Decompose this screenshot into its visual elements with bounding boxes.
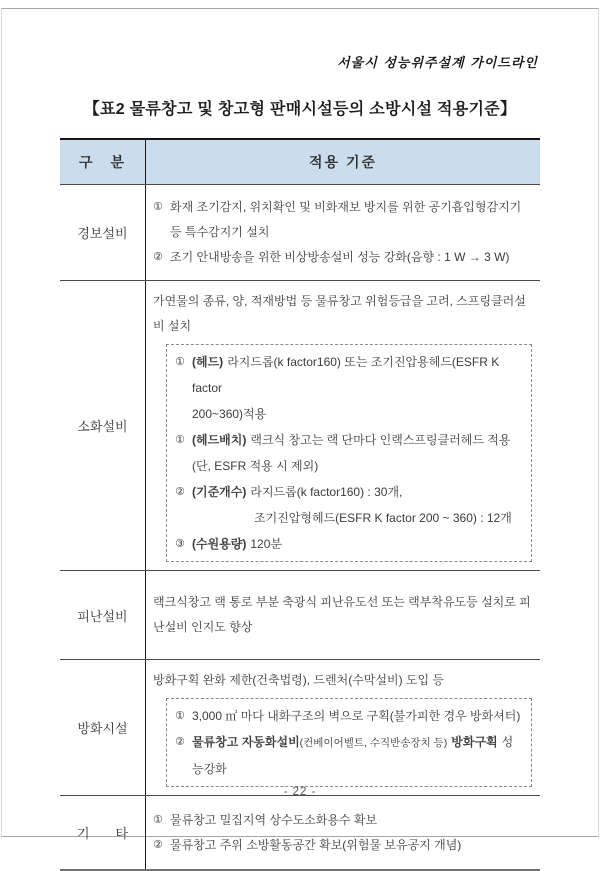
circled-number: ① bbox=[153, 201, 163, 213]
row-intro-text: 가연물의 종류, 양, 적재방법 등 물류창고 위험등급을 고려, 스프링클러설비 설치 bbox=[153, 294, 526, 333]
table-row-fireproof-facilities bbox=[60, 659, 540, 795]
list-item bbox=[153, 245, 534, 270]
item-continuation: 조기진압형헤드(ESFR K factor 200 ~ 360) : 12개 bbox=[254, 511, 512, 525]
circled-number: ③ bbox=[175, 538, 185, 550]
detail-box bbox=[166, 698, 532, 787]
circled-number: ② bbox=[153, 838, 163, 851]
list-item bbox=[153, 833, 534, 858]
page-number: - 22 - bbox=[283, 786, 317, 798]
row-text: 랙크식창고 랙 통로 부분 축광식 피난유도선 또는 랙부착유도등 설치로 피난설비 인지도 향상 bbox=[153, 595, 531, 634]
item-body: 성능강화 bbox=[192, 735, 514, 776]
row-intro-text: 방화구획 완화 제한(건축법령), 드렌처(수막설비) 도입 등 bbox=[153, 673, 445, 687]
table-row-extinguishing-facilities bbox=[60, 280, 540, 570]
row-label-alarm: 경보설비 bbox=[60, 185, 146, 280]
list-item bbox=[175, 531, 523, 557]
circled-number: ② bbox=[175, 486, 185, 498]
list-item bbox=[175, 427, 523, 479]
fire-safety-standards-table bbox=[60, 138, 540, 871]
item-small-segment: (컨베이어벨트, 수직반송장치 등) bbox=[299, 737, 448, 749]
item-text bbox=[192, 349, 523, 427]
list-item bbox=[153, 808, 534, 833]
item-body: 라지드롭(k factor160) 또는 조기진압용헤드(ESFR K factor bbox=[192, 355, 500, 395]
item-text: 3,000 ㎡ 마다 내화구조의 벽으로 구획(불가피한 경우 방화셔터) bbox=[192, 709, 521, 723]
circled-number: ① bbox=[175, 434, 185, 446]
circled-number: ① bbox=[175, 356, 185, 368]
item-text bbox=[192, 479, 523, 531]
table-header-row bbox=[60, 140, 540, 184]
list-item bbox=[175, 349, 523, 427]
list-item bbox=[175, 703, 523, 729]
item-text: 물류창고 주위 소방활동공간 확보(위험물 보유공지 개념) bbox=[170, 837, 462, 852]
item-bold-label: (헤드배치) bbox=[192, 433, 247, 447]
table-row-etc bbox=[60, 795, 540, 869]
item-text: 화재 조기감지, 위치확인 및 비화재보 방지를 위한 공기흡입형감지기 등 특수감지기 설치 bbox=[170, 200, 522, 239]
table-row-evacuation-facilities bbox=[60, 570, 540, 659]
column-header-category: 구 분 bbox=[60, 140, 146, 184]
item-bold-segment: 방화구획 bbox=[451, 735, 498, 749]
page-title: 【표2 물류창고 및 창고형 판매시설등의 소방시설 적용기준】 bbox=[83, 101, 517, 118]
item-body: 120분 bbox=[250, 537, 282, 551]
item-bold-segment: 물류창고 자동화설비 bbox=[192, 735, 300, 749]
item-text bbox=[192, 427, 523, 479]
item-text: 조기 안내방송을 위한 비상방송설비 성능 강화(음향 : 1 W → 3 W) bbox=[170, 250, 510, 264]
table-row-alarm-facilities bbox=[60, 184, 540, 280]
list-item bbox=[153, 195, 534, 245]
circled-number: ① bbox=[175, 710, 185, 722]
item-text: 물류창고 밀집지역 상수도소화용수 확보 bbox=[170, 812, 378, 827]
item-body: 라지드롭(k factor160) : 30개, bbox=[250, 485, 403, 499]
document-header: 서울시 성능위주설계 가이드라인 bbox=[337, 56, 538, 71]
row-label-evacuation: 피난설비 bbox=[60, 571, 146, 659]
column-header-criteria: 적용 기준 bbox=[309, 153, 377, 170]
item-continuation: (단, ESFR 적용 시 제외) bbox=[192, 459, 319, 473]
item-text bbox=[192, 729, 523, 782]
circled-number: ② bbox=[175, 736, 185, 748]
item-body: 랙크식 창고는 랙 단마다 인랙스프링클러헤드 적용 bbox=[250, 433, 511, 447]
circled-number: ② bbox=[153, 251, 163, 263]
item-bold-label: (기준개수) bbox=[192, 485, 247, 499]
row-label-etc: 기 타 bbox=[60, 796, 146, 869]
circled-number: ① bbox=[153, 813, 163, 826]
detail-box bbox=[166, 344, 532, 562]
item-bold-label: (수원용량) bbox=[192, 537, 247, 551]
item-continuation: 200~360)적용 bbox=[192, 407, 267, 421]
list-item bbox=[175, 479, 523, 531]
list-item bbox=[175, 729, 523, 782]
item-bold-label: (헤드) bbox=[192, 355, 224, 369]
item-text bbox=[192, 531, 523, 557]
row-label-fireproof: 방화시설 bbox=[60, 660, 146, 795]
row-label-extinguishing: 소화설비 bbox=[60, 281, 146, 570]
